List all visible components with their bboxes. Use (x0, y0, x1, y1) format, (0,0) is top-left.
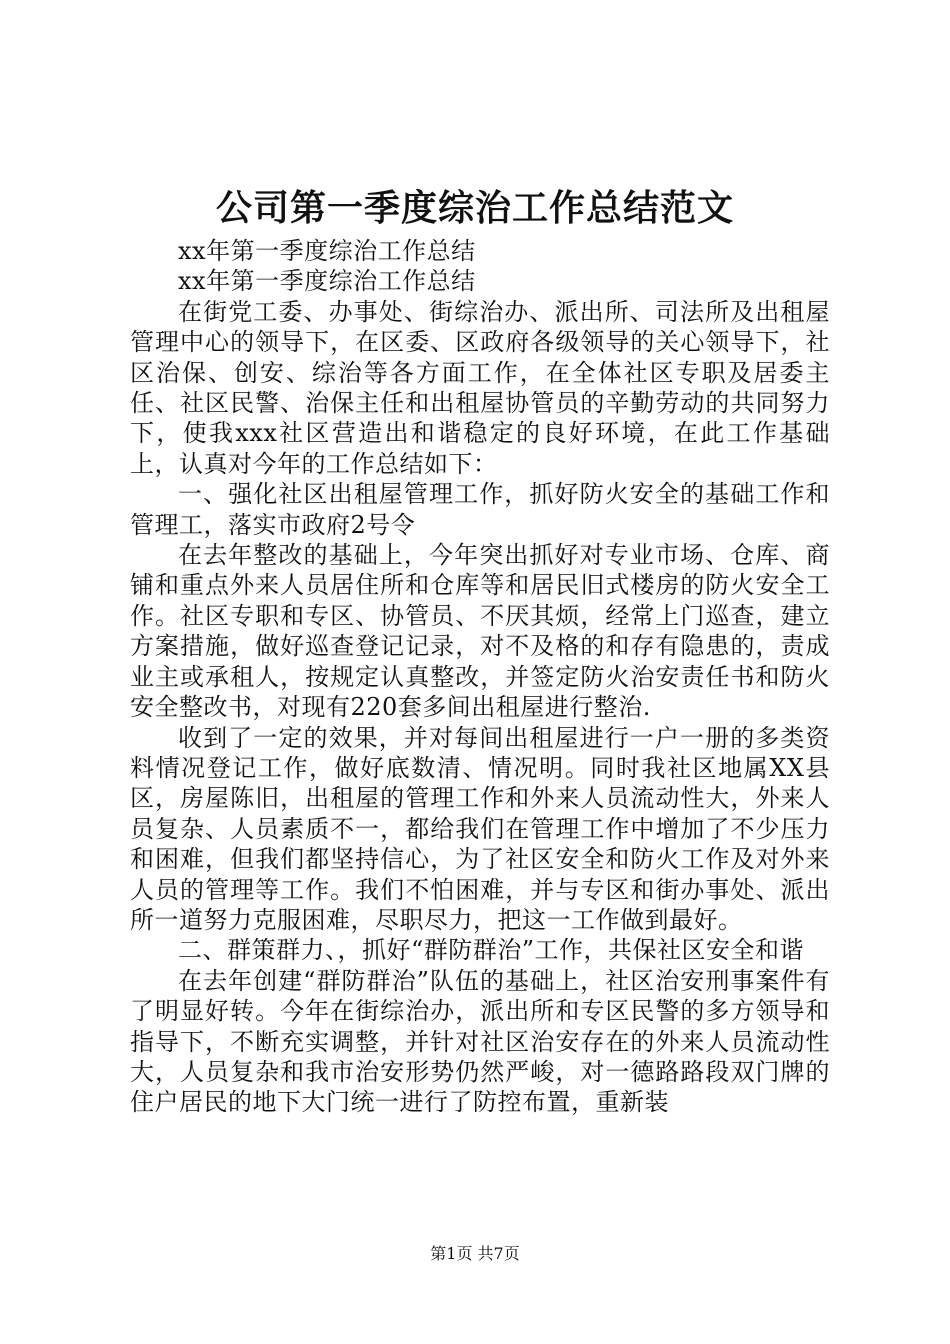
page-footer: 第1页 共7页 (430, 1244, 520, 1263)
paragraph-intro: 在街党工委、办事处、街综治办、派出所、司法所及出租屋管理中心的领导下，在区委、区政府各级领导的关心领导下，社区治保、创安、综治等各方面工作，在全体社区专职及居委主任、社区民警、治保主任和出租屋协管员的辛勤劳动的共同努力下，使我xxx社区营造出和谐稳定的良好环境，在此工作基础上，认真对今年的工作总结如下： (130, 297, 830, 478)
document-title: 公司第一季度综治工作总结范文 (215, 187, 734, 229)
document-body (130, 236, 830, 1118)
paragraph-heading-1: xx年第一季度综治工作总结 (178, 237, 476, 265)
section-heading-1: 一、强化社区出租屋管理工作，抓好防火安全的基础工作和管理工，落实市政府2号令 (130, 480, 830, 539)
paragraph-section-1-a: 在去年整改的基础上，今年突出抓好对专业市场、仓库、商铺和重点外来人员居住所和仓库等和居民旧式楼房的防火安全工作。社区专职和专区、协管员、不厌其烦，经常上门巡查，建立方案措施，做好巡查登记记录，对不及格的和存有隐患的，责成业主或承租人，按规定认真整改，并签定防火治安责任书和防火安全整改书，对现有220套多间出租屋进行整治. (130, 541, 830, 722)
paragraph-section-2-a: 在去年创建“群防群治”队伍的基础上，社区治安刑事案件有了明显好转。今年在街综治办，派出所和专区民警的多方领导和指导下，不断充实调整，并针对社区治安存在的外来人员流动性大，人员复杂和我市治安形势仍然严峻，对一德路路段双门牌的住户居民的地下大门统一进行了防控布置，重新装 (130, 966, 830, 1117)
paragraph-section-1-b: 收到了一定的效果，并对每间出租屋进行一户一册的多类资料情况登记工作，做好底数清、情况明。同时我社区地属XX县区，房屋陈旧，出租屋的管理工作和外来人员流动性大，外来人员复杂、人员素质不一，都给我们在管理工作中增加了不少压力和困难，但我们都坚持信心，为了社区安全和防火工作及对外来人员的管理等工作。我们不怕困难，并与专区和街办事处、派出所一道努力克服困难，尽职尽力，把这一工作做到最好。 (130, 723, 830, 934)
section-heading-2: 二、群策群力、，抓好“群防群治”工作，共保社区安全和谐 (178, 936, 805, 965)
paragraph-heading-2: xx年第一季度综治工作总结 (178, 267, 476, 296)
